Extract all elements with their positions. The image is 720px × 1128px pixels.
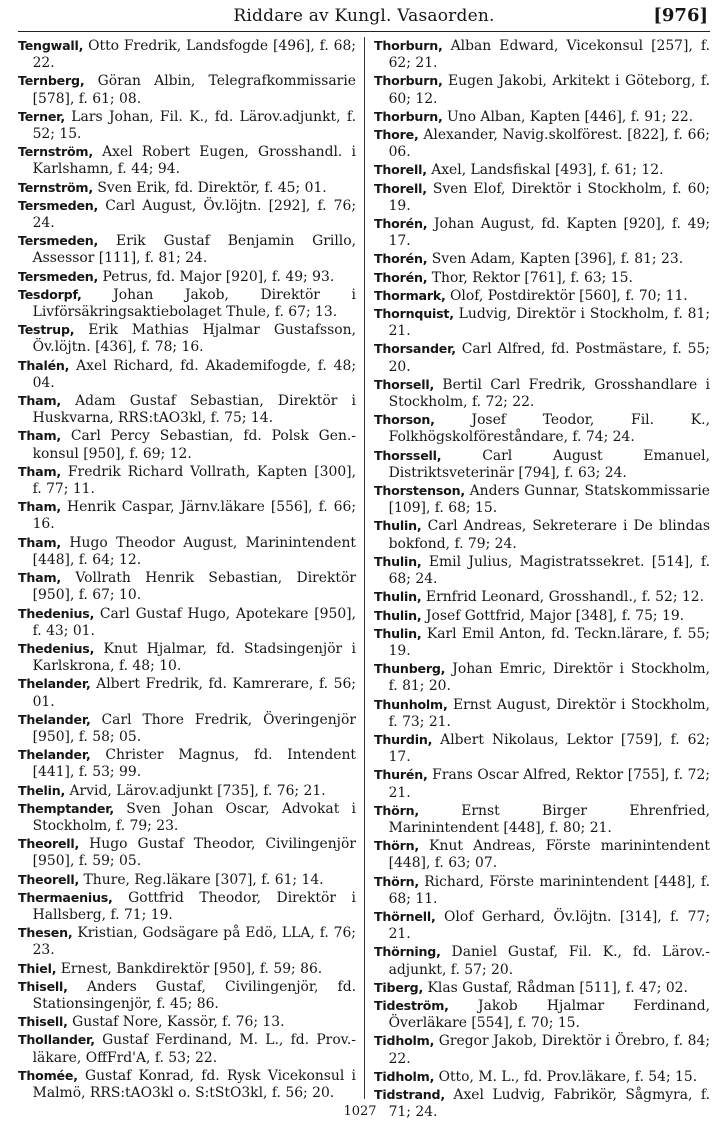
- entry-details: Frans Oscar Alfred, Rektor [755], f. 72; 21.: [388, 767, 710, 801]
- register-entry: [18, 605, 356, 640]
- entry-surname: Thesen,: [18, 925, 73, 941]
- entry-details: Fredrik Richard Vollrath, Kapten [300], f. 77; 11.: [32, 463, 356, 498]
- register-entry: [18, 427, 356, 462]
- entry-surname: Thorburn,: [374, 38, 443, 53]
- register-entry: [18, 782, 356, 800]
- entry-details: Ernfrid Leonard, Grosshandl., f. 52; 12.: [421, 589, 705, 606]
- entry-surname: Thornquist,: [374, 306, 454, 322]
- register-entry: [374, 250, 710, 268]
- entry-details: Bertil Carl Fredrik, Grosshandlare i Stockholm, f. 72; 22.: [388, 376, 710, 411]
- register-entry: [374, 411, 710, 446]
- entry-surname: Thorén,: [374, 269, 428, 285]
- register-entry: [374, 696, 710, 731]
- entry-details: Alban Edward, Vicekonsul [257], f. 62; 21.: [388, 38, 710, 72]
- register-entry: [374, 837, 710, 872]
- entry-details: Otto Fredrik, Landsfogde [496], f. 68; 22.: [32, 38, 356, 72]
- register-entry: [18, 960, 356, 978]
- entry-details: Hugo Gustaf Theodor, Civilingenjör [950], f. 59; 05.: [32, 836, 356, 870]
- register-entry: [374, 873, 710, 908]
- entry-surname: Tersmeden,: [18, 268, 99, 284]
- entry-details: Vollrath Henrik Sebastian, Direktör [950], f. 67; 10.: [32, 570, 356, 604]
- entry-surname: Thisell,: [18, 978, 68, 994]
- page-code: [976]: [653, 5, 708, 26]
- entry-details: Ernst Birger Ehrenfried, Marinintendent [448], f. 80; 21.: [388, 802, 710, 836]
- entry-details: Carl Andreas, Sekreterare i De blindas bokfond, f. 79; 24.: [388, 518, 710, 552]
- entry-surname: Tersmeden,: [18, 233, 99, 249]
- register-entry: [18, 711, 356, 746]
- entry-surname: Thedenius,: [18, 640, 95, 656]
- entry-surname: Thulin,: [374, 553, 422, 569]
- entry-surname: Thörnell,: [374, 908, 436, 924]
- register-entry: [374, 1032, 710, 1067]
- register-entry: [18, 143, 356, 178]
- entry-details: Johan August, fd. Kapten [920], f. 49; 17.: [388, 216, 710, 250]
- entry-surname: Tiberg,: [374, 979, 424, 995]
- entry-details: Gustaf Ferdinand, M. L., fd. Prov.-läkare, OffFrd'A, f. 53; 22.: [32, 1032, 356, 1066]
- register-entry: [18, 1013, 356, 1031]
- entry-surname: Thelander,: [18, 676, 91, 692]
- register-entry: [374, 215, 710, 250]
- entry-surname: Tham,: [18, 570, 61, 586]
- entry-surname: Terner,: [18, 108, 65, 124]
- entry-surname: Tham,: [18, 499, 61, 515]
- register-entry: [374, 269, 710, 287]
- register-entry: [18, 746, 356, 781]
- register-entry: [18, 534, 356, 569]
- entry-details: Josef Gottfrid, Major [348], f. 75; 19.: [421, 607, 685, 624]
- entry-details: Carl Gustaf Hugo, Apotekare [950], f. 43; 01.: [32, 605, 356, 639]
- entry-surname: Tham,: [18, 534, 61, 550]
- register-entry: [374, 340, 710, 375]
- entry-details: Göran Albin, Telegrafkommissarie [578], f. 61; 08.: [32, 73, 356, 107]
- entry-details: Carl Thore Fredrik, Överingenjör [950], f. 58; 05.: [32, 711, 356, 745]
- entry-details: Adam Gustaf Sebastian, Direktör i Huskvarna, RRS:tAO3kl, f. 75; 14.: [32, 393, 356, 427]
- entry-details: Arvid, Lärov.adjunkt [735], f. 76; 21.: [65, 782, 326, 799]
- register-entry: [374, 517, 710, 552]
- entry-surname: Thulin,: [374, 518, 422, 534]
- entry-details: Petrus, fd. Major [920], f. 49; 93.: [98, 268, 335, 285]
- entry-surname: Thollander,: [18, 1032, 95, 1048]
- entry-surname: Thelin,: [18, 782, 66, 798]
- register-entry: [374, 447, 710, 482]
- register-entry: [18, 197, 356, 232]
- entry-details: Knut Andreas, Förste marinintendent [448], f. 63; 07.: [388, 838, 710, 872]
- entry-details: Gregor Jakob, Direktör i Örebro, f. 84; 22.: [388, 1033, 710, 1067]
- register-entry: [18, 286, 356, 321]
- right-column: [364, 37, 710, 1121]
- entry-details: Erik Mathias Hjalmar Gustafsson, Öv.löjtn. [436], f. 78; 16.: [32, 322, 356, 356]
- entry-surname: Thurén,: [374, 767, 428, 783]
- register-entry: [374, 72, 710, 107]
- entry-details: Ernst August, Direktör i Stockholm, f. 73; 21.: [388, 696, 710, 730]
- entry-details: Jakob Hjalmar Ferdinand, Överläkare [554], f. 70; 15.: [388, 997, 710, 1032]
- entry-details: Gustaf Konrad, fd. Rysk Vicekonsul i Malmö, RRS:tAO3kl o. S:tStO3kl, f. 56; 20.: [32, 1067, 356, 1101]
- entry-details: Emil Julius, Magistratssekret. [514], f. 68; 24.: [388, 553, 710, 588]
- entry-details: Anders Gunnar, Statskommissarie [109], f. 68; 15.: [388, 483, 710, 517]
- entry-surname: Thormark,: [374, 287, 446, 303]
- entry-surname: Thermaenius,: [18, 889, 113, 905]
- register-entry: [18, 392, 356, 427]
- register-entry: [18, 924, 356, 959]
- register-entry: [374, 161, 710, 179]
- register-entry: [18, 800, 356, 835]
- register-entry: [18, 463, 356, 498]
- entry-details: Karl Emil Anton, fd. Teckn.lärare, f. 55; 19.: [388, 625, 710, 659]
- entry-details: Christer Magnus, fd. Intendent [441], f. 53; 99.: [32, 747, 356, 781]
- register-entry: [18, 1067, 356, 1102]
- entry-details: Sven Adam, Kapten [396], f. 81; 23.: [427, 251, 684, 268]
- entry-surname: Testrup,: [18, 322, 75, 338]
- entry-surname: Thulin,: [374, 589, 422, 605]
- entry-surname: Thulin,: [374, 625, 422, 641]
- entry-surname: Ternström,: [18, 144, 93, 160]
- register-entry: [374, 943, 710, 978]
- register-entry: [374, 588, 710, 606]
- register-entry: [18, 871, 356, 889]
- entry-details: Uno Alban, Kapten [446], f. 91; 22.: [442, 108, 694, 125]
- entry-surname: Tham,: [18, 463, 61, 479]
- entry-details: Knut Hjalmar, fd. Stadsingenjör i Karlskrona, f. 48; 10.: [32, 640, 356, 675]
- register-entry: [18, 498, 356, 533]
- entry-details: Anders Gustaf, Civilingenjör, fd. Stationsingenjör, f. 45; 86.: [32, 978, 356, 1012]
- entry-surname: Thörning,: [374, 944, 441, 960]
- register-entry: [18, 72, 356, 107]
- register-entry: [374, 802, 710, 837]
- register-entry: [18, 569, 356, 604]
- entry-surname: Thorsander,: [374, 341, 456, 357]
- entry-details: Thor, Rektor [761], f. 63; 15.: [427, 269, 633, 286]
- entry-surname: Thunberg,: [374, 661, 446, 677]
- entry-surname: Thulin,: [374, 607, 422, 623]
- entry-surname: Thisell,: [18, 1014, 68, 1030]
- entry-details: Eugen Jakobi, Arkitekt i Göteborg, f. 60; 12.: [388, 73, 710, 107]
- entry-surname: Tham,: [18, 393, 61, 409]
- entry-surname: Thelander,: [18, 747, 91, 763]
- entry-surname: Thunholm,: [374, 696, 448, 712]
- entry-details: Carl Alfred, fd. Postmästare, f. 55; 20.: [388, 341, 710, 375]
- register-entry: [374, 553, 710, 588]
- entry-details: Ludvig, Direktör i Stockholm, f. 81; 21.: [388, 306, 710, 340]
- entry-surname: Tidholm,: [374, 1033, 435, 1049]
- entry-surname: Thörn,: [374, 873, 419, 889]
- entry-details: Albert Nikolaus, Lektor [759], f. 62; 17.: [388, 731, 710, 766]
- entry-surname: Ternström,: [18, 179, 93, 195]
- register-entry: [374, 108, 710, 126]
- entry-surname: Tidstrand,: [374, 1086, 445, 1102]
- entry-details: Carl August, Öv.löjtn. [292], f. 76; 24.: [32, 197, 356, 232]
- entry-details: Olof, Postdirektör [560], f. 70; 11.: [445, 287, 688, 304]
- register-entry: [374, 482, 710, 517]
- entry-details: Axel Richard, fd. Akademifogde, f. 48; 04.: [32, 357, 356, 391]
- entry-details: Daniel Gustaf, Fil. K., fd. Lärov.-adjunkt, f. 57; 20.: [388, 944, 710, 978]
- entry-details: Sven Erik, fd. Direktör, f. 45; 01.: [92, 179, 327, 196]
- entry-surname: Thorson,: [374, 412, 435, 428]
- register-entry: [18, 232, 356, 267]
- entry-surname: Thiel,: [18, 960, 57, 976]
- entry-details: Sven Elof, Direktör i Stockholm, f. 60; 19.: [388, 180, 710, 214]
- entry-surname: Thorburn,: [374, 108, 443, 124]
- entry-details: Gustaf Nore, Kassör, f. 76; 13.: [67, 1014, 285, 1031]
- entry-surname: Theorell,: [18, 871, 80, 887]
- register-entry: [374, 660, 710, 695]
- entry-details: Albert Fredrik, fd. Kamrerare, f. 56; 01.: [32, 676, 356, 710]
- register-entry: [374, 1068, 710, 1086]
- entry-surname: Thurdin,: [374, 731, 433, 747]
- register-entry: [374, 607, 710, 625]
- entry-details: Henrik Caspar, Järnv.läkare [556], f. 66; 16.: [32, 499, 356, 533]
- entry-surname: Tengwall,: [18, 38, 84, 53]
- entry-surname: Tideström,: [374, 997, 449, 1013]
- entry-surname: Thorell,: [374, 162, 427, 178]
- entry-details: Otto, M. L., fd. Prov.läkare, f. 54; 15.: [434, 1068, 698, 1085]
- entry-details: Johan Jakob, Direktör i Livförsäkringsaktiebolaget Thule, f. 67; 13.: [32, 286, 356, 321]
- entry-details: Axel Ludvig, Fabrikör, Sågmyra, f. 71; 24.: [388, 1086, 710, 1121]
- register-entry: [18, 835, 356, 870]
- entry-details: Alexander, Navig.skolförest. [822], f. 66; 06.: [388, 127, 710, 161]
- entry-details: Kristian, Godsägare på Edö, LLA, f. 76; 23.: [32, 925, 356, 959]
- entry-details: Sven Johan Oscar, Advokat i Stockholm, f. 79; 23.: [32, 800, 356, 834]
- entry-surname: Thore,: [374, 127, 419, 143]
- entry-details: Carl Percy Sebastian, fd. Polsk Gen.-konsul [950], f. 69; 12.: [32, 428, 356, 462]
- register-entry: [374, 376, 710, 411]
- register-entry: [18, 640, 356, 675]
- register-entry: [18, 108, 356, 143]
- entry-surname: Thörn,: [374, 802, 419, 818]
- register-entry: [18, 357, 356, 392]
- entry-surname: Thomée,: [18, 1067, 78, 1083]
- entry-details: Klas Gustaf, Rådman [511], f. 47; 02.: [423, 979, 688, 996]
- register-entry: [374, 979, 710, 997]
- register-entry: [18, 37, 356, 72]
- entry-surname: Tham,: [18, 428, 61, 444]
- register-entry: [18, 268, 356, 286]
- entry-surname: Thorén,: [374, 216, 428, 232]
- entry-details: Axel Robert Eugen, Grosshandl. i Karlshamn, f. 44; 94.: [32, 144, 356, 178]
- register-entry: [18, 1031, 356, 1066]
- entry-surname: Thorburn,: [374, 73, 443, 89]
- entry-surname: Tidholm,: [374, 1068, 435, 1084]
- entry-surname: Thorén,: [374, 251, 428, 267]
- left-column: [18, 37, 364, 1099]
- entry-details: Hugo Theodor August, Marinintendent [448], f. 64; 12.: [32, 534, 356, 568]
- register-entry: [374, 37, 710, 72]
- register-entry: [374, 997, 710, 1032]
- entry-surname: Thorsell,: [374, 376, 435, 392]
- entry-surname: Thörn,: [374, 838, 419, 854]
- entry-surname: Thorell,: [374, 180, 427, 196]
- entry-details: Gottfrid Theodor, Direktör i Hallsberg, f. 71; 19.: [32, 889, 356, 923]
- entry-details: Axel, Landsfiskal [493], f. 61; 12.: [426, 162, 664, 179]
- page-number: 1027: [343, 1104, 377, 1119]
- register-entry: [18, 889, 356, 924]
- entry-details: Richard, Förste marinintendent [448], f. 68; 11.: [388, 873, 710, 907]
- register-entry: [374, 180, 710, 215]
- entry-surname: Tersmeden,: [18, 197, 99, 213]
- entry-surname: Ternberg,: [18, 73, 85, 89]
- entry-surname: Themptander,: [18, 800, 115, 816]
- register-entry: [374, 126, 710, 161]
- entry-details: Carl August Emanuel, Distriktsveterinär [794], f. 63; 24.: [388, 447, 710, 481]
- entry-details: Josef Teodor, Fil. K., Folkhögskolföreståndare, f. 74; 24.: [388, 412, 710, 446]
- entry-surname: Tesdorpf,: [18, 286, 82, 302]
- register-entry: [374, 625, 710, 660]
- entry-details: Johan Emric, Direktör i Stockholm, f. 81; 20.: [388, 661, 710, 695]
- entry-details: Lars Johan, Fil. K., fd. Lärov.adjunkt, f. 52; 15.: [32, 108, 356, 143]
- entry-surname: Theorell,: [18, 836, 80, 852]
- register-entry: [18, 978, 356, 1013]
- register-entry: [18, 321, 356, 356]
- entry-details: Thure, Reg.läkare [307], f. 61; 14.: [79, 871, 324, 888]
- register-entry: [18, 179, 356, 197]
- entry-surname: Thedenius,: [18, 605, 95, 621]
- entry-surname: Thalén,: [18, 357, 70, 373]
- register-entry: [374, 908, 710, 943]
- page-title: Riddare av Kungl. Vasaorden.: [233, 6, 495, 26]
- register-entry: [374, 731, 710, 766]
- entry-details: Olof Gerhard, Öv.löjtn. [314], f. 77; 21.: [388, 908, 710, 943]
- register-entry: [374, 305, 710, 340]
- page-header: [18, 3, 710, 32]
- entry-surname: Thorssell,: [374, 447, 442, 463]
- register-entry: [18, 675, 356, 710]
- register-entry: [374, 287, 710, 305]
- entry-details: Ernest, Bankdirektör [950], f. 59; 86.: [56, 960, 323, 977]
- entry-details: Erik Gustaf Benjamin Grillo, Assessor [111], f. 81; 24.: [32, 233, 356, 267]
- entry-surname: Thelander,: [18, 711, 91, 727]
- register-entry: [374, 766, 710, 801]
- entry-surname: Thorstenson,: [374, 483, 465, 499]
